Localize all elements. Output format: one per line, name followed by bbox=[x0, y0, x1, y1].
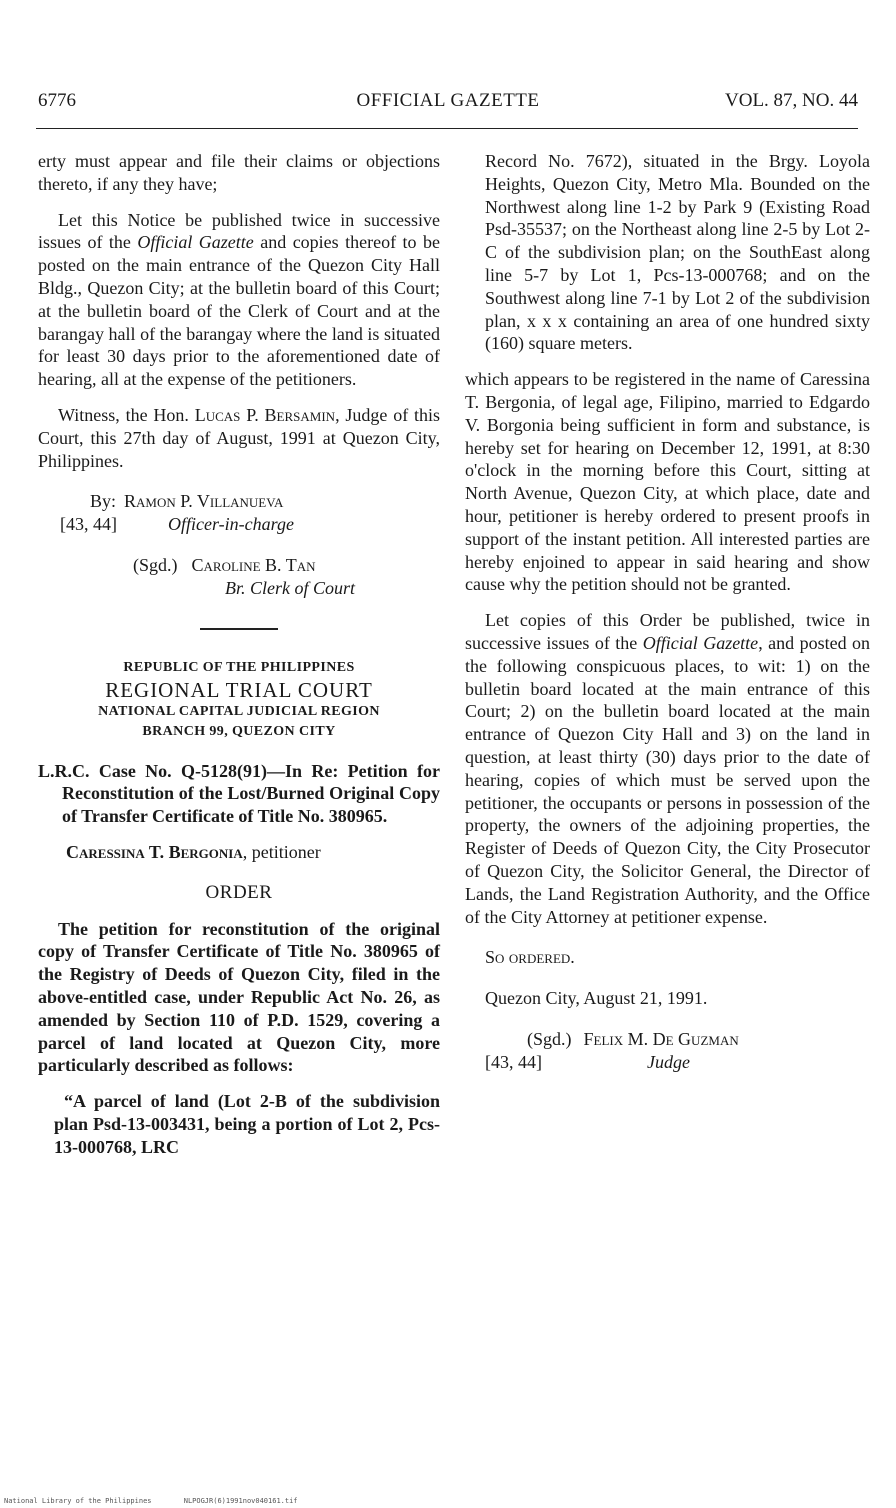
publication-order: Let copies of this Order be published, twice in successive issues of the Official Gazette, and posted on the following conspicuous places, to wit: 1) on the bulletin board located at the main entrance of this Court; 2) on the bulletin board located at the main entrance of Quezon City Hall and 3) on the land in question, at least thirty (30) days prior to the date of hearing, copies of which must be served upon the petitioner, the occupants or persons in possession of the property, the owners of the adjoining properties, the Register of Deeds of Quezon City, the City Prosecutor of Quezon City, the Solicitor General, the Director of Lands, the Land Registration Authority, and the Office of the City Attorney at petitioner expense. bbox=[465, 610, 871, 927]
signature-block-clerk bbox=[38, 554, 440, 600]
judge-title: Judge bbox=[647, 1051, 690, 1072]
judge-name: Lucas P. Bersamin bbox=[194, 404, 336, 425]
issue-tag: [43, 44] bbox=[485, 1051, 542, 1072]
signature-block-officer bbox=[38, 490, 440, 536]
court-name: REGIONAL TRIAL COURT bbox=[105, 677, 373, 702]
scan-footer bbox=[4, 1497, 326, 1505]
issue-tag: [43, 44] bbox=[60, 514, 117, 535]
signature-by-label: By: bbox=[90, 491, 117, 512]
section-divider bbox=[200, 628, 278, 630]
right-column bbox=[465, 150, 870, 1073]
court-region: NATIONAL CAPITAL JUDICIAL REGION bbox=[98, 703, 380, 719]
left-column bbox=[38, 150, 440, 1159]
page-number: 6776 bbox=[38, 90, 76, 111]
order-date: Quezon City, August 21, 1991. bbox=[485, 988, 708, 1009]
registration-paragraph: which appears to be registered in the name of Caressina T. Bergonia, of legal age, Filipino, married to Edgardo V. Borgonia being sufficient in form and substance, is hereby set for hearing on December 12, 1991, at 8:30 o'clock in the morning before this Court, sitting at North Avenue, Quezon City, at which place, date and hour, petitioner is hereby ordered to present proofs in support of the instant petition. All interested parties are hereby enjoined to appear in said hearing and show cause why the petition should not be granted. bbox=[465, 369, 870, 595]
publication-title: OFFICIAL GAZETTE bbox=[356, 90, 540, 111]
library-name: National Library of the Philippines bbox=[4, 1497, 152, 1505]
publication-notice: Let this Notice be published twice in successive issues of the Official Gazette and copies thereof to be posted on the main entrance of the Quezon City Hall Bldg., Quezon City; at the bulletin board of this Court; at the bulletin board of the Clerk of Court and at the barangay hall of the barangay where the land is situated for least 30 days prior to the aforementioned date of hearing, all at the expense of the petitioners. bbox=[38, 209, 440, 390]
order-heading: ORDER bbox=[205, 881, 273, 903]
signature-block-judge bbox=[465, 1028, 870, 1074]
property-description-start: “A parcel of land (Lot 2-B of the subdivision plan Psd-13-003431, being a portion of Lot 2, Pcs-13-000768, LRC bbox=[54, 1091, 440, 1157]
signatory-title: Br. Clerk of Court bbox=[225, 577, 356, 598]
court-republic: REPUBLIC OF THE PHILIPPINES bbox=[123, 659, 355, 675]
header-rule bbox=[36, 128, 858, 129]
signatory-title: Officer-in-charge bbox=[168, 514, 294, 535]
notice-continuation: erty must appear and file their claims or objections thereto, if any they have; bbox=[38, 151, 440, 194]
signatory-name: Ramon P. Villanueva bbox=[124, 491, 284, 512]
page-header bbox=[38, 90, 858, 120]
so-ordered: So ordered. bbox=[485, 947, 575, 968]
volume-number: VOL. 87, NO. 44 bbox=[725, 90, 858, 111]
property-description-continued: Record No. 7672), situated in the Brgy. Loyola Heights, Quezon City, Metro Mla. Bounded on the Northwest along line 1-2 by Park 9 (Existing Road Psd-35537; on the Northeast along line 2-5 by Lot 2-C of the subdivision plan; on the SouthEast along line 5-7 by Lot 1, Pcs-13-000768; and on the Southwest along line 7-1 by Lot 2 of the subdivision plan, x x x containing an area of one hundred sixty (160) square meters. bbox=[485, 151, 870, 354]
witness-paragraph: Witness, the Hon. Lucas P. Bersamin, Judge of this Court, this 27th day of August, 1991 at Quezon City, Philippines. bbox=[38, 404, 441, 471]
file-name: NLPOGJR(6)1991nov040161.tif bbox=[183, 1497, 298, 1505]
signatory-name: Caroline B. Tan bbox=[191, 554, 316, 575]
case-caption: L.R.C. Case No. Q-5128(91)—In Re: Petition for Reconstitution of the Lost/Burned Original Copy of Transfer Certificate of Title No. 380965. bbox=[38, 760, 440, 827]
court-heading bbox=[38, 658, 440, 742]
signed-mark: (Sgd.) bbox=[527, 1028, 572, 1049]
signed-mark: (Sgd.) bbox=[133, 554, 178, 575]
petitioner-line: Caressina T. Bergonia, petitioner bbox=[66, 841, 321, 862]
judge-signatory-name: Felix M. De Guzman bbox=[583, 1028, 739, 1049]
order-paragraph: The petition for reconstitution of the original copy of Transfer Certificate of Title No. 380965 of the Registry of Deeds of Quezon City, filed in the above-entitled case, under Republic Act No. 26, as amended by Section 110 of P.D. 1529, covering a parcel of land located at Quezon City, more particularly described as follows: bbox=[38, 918, 440, 1076]
court-branch: BRANCH 99, QUEZON CITY bbox=[142, 723, 336, 739]
